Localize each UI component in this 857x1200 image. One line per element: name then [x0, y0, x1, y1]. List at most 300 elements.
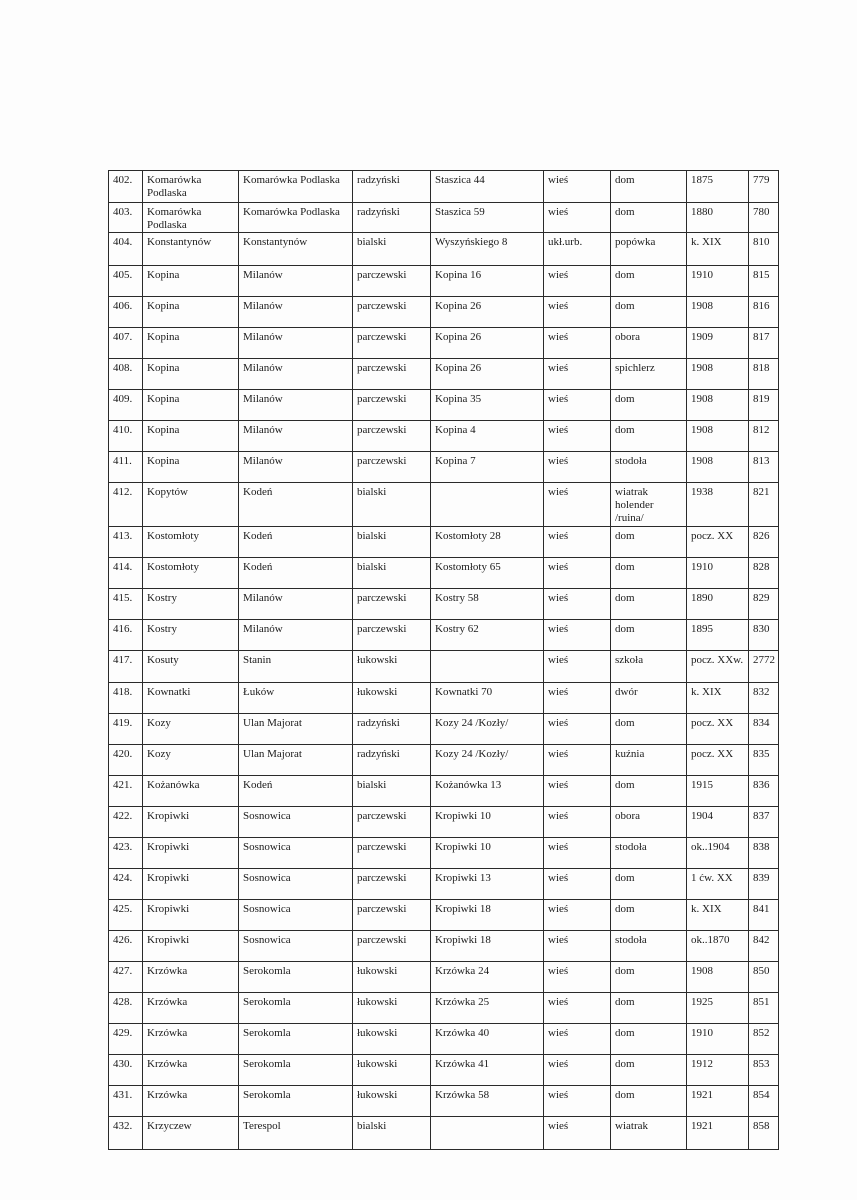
- cell-county: łukowski: [353, 993, 431, 1024]
- cell-locality: Kropiwki: [143, 900, 239, 931]
- cell-dating: 1921: [687, 1086, 749, 1117]
- cell-county: parczewski: [353, 838, 431, 869]
- cell-address: Kożanówka 13: [431, 776, 544, 807]
- cell-settlement-type: wieś: [544, 266, 611, 297]
- cell-county: bialski: [353, 776, 431, 807]
- cell-dating: ok..1870: [687, 931, 749, 962]
- cell-address: Staszica 59: [431, 203, 544, 233]
- cell-commune: Milanów: [239, 589, 353, 620]
- cell-address: Krzówka 40: [431, 1024, 544, 1055]
- cell-dating: 1908: [687, 359, 749, 390]
- cell-locality: Kopina: [143, 452, 239, 483]
- cell-register-number: 837: [749, 807, 779, 838]
- table-row: [109, 171, 779, 203]
- cell-dating: 1908: [687, 962, 749, 993]
- cell-object-type: dom: [611, 558, 687, 589]
- cell-object-type: dwór: [611, 683, 687, 714]
- cell-entry-number: 422.: [109, 807, 143, 838]
- cell-object-type: obora: [611, 807, 687, 838]
- cell-address: [431, 483, 544, 527]
- cell-address: Krzówka 58: [431, 1086, 544, 1117]
- cell-locality: Kostry: [143, 589, 239, 620]
- cell-settlement-type: wieś: [544, 1117, 611, 1150]
- cell-register-number: 850: [749, 962, 779, 993]
- cell-county: parczewski: [353, 297, 431, 328]
- cell-address: Kropiwki 18: [431, 900, 544, 931]
- cell-register-number: 841: [749, 900, 779, 931]
- cell-settlement-type: wieś: [544, 993, 611, 1024]
- cell-commune: Ulan Majorat: [239, 745, 353, 776]
- cell-locality: Kosuty: [143, 651, 239, 683]
- cell-county: łukowski: [353, 651, 431, 683]
- cell-register-number: 817: [749, 328, 779, 359]
- table-row: [109, 776, 779, 807]
- cell-address: Kropiwki 18: [431, 931, 544, 962]
- cell-commune: Kodeń: [239, 776, 353, 807]
- cell-commune: Komarówka Podlaska: [239, 171, 353, 203]
- cell-object-type: dom: [611, 266, 687, 297]
- cell-dating: 1921: [687, 1117, 749, 1150]
- cell-register-number: 842: [749, 931, 779, 962]
- cell-commune: Milanów: [239, 620, 353, 651]
- cell-county: bialski: [353, 1117, 431, 1150]
- cell-locality: Komarówka Podlaska: [143, 171, 239, 203]
- cell-address: Kopina 16: [431, 266, 544, 297]
- cell-object-type: stodoła: [611, 931, 687, 962]
- cell-dating: 1890: [687, 589, 749, 620]
- cell-county: parczewski: [353, 620, 431, 651]
- cell-address: Kopina 4: [431, 421, 544, 452]
- cell-address: Krzówka 24: [431, 962, 544, 993]
- cell-county: bialski: [353, 233, 431, 266]
- cell-commune: Milanów: [239, 328, 353, 359]
- cell-register-number: 852: [749, 1024, 779, 1055]
- cell-locality: Kopina: [143, 328, 239, 359]
- cell-register-number: 819: [749, 390, 779, 421]
- cell-locality: Krzówka: [143, 1086, 239, 1117]
- cell-object-type: dom: [611, 1055, 687, 1086]
- cell-address: Kopina 7: [431, 452, 544, 483]
- cell-object-type: dom: [611, 900, 687, 931]
- cell-object-type: dom: [611, 714, 687, 745]
- cell-county: parczewski: [353, 328, 431, 359]
- cell-object-type: popówka: [611, 233, 687, 266]
- cell-locality: Kostomłoty: [143, 558, 239, 589]
- cell-object-type: dom: [611, 589, 687, 620]
- cell-register-number: 812: [749, 421, 779, 452]
- cell-dating: 1908: [687, 421, 749, 452]
- table-row: [109, 266, 779, 297]
- cell-address: Kozy 24 /Kozły/: [431, 714, 544, 745]
- cell-commune: Sosnowica: [239, 900, 353, 931]
- cell-commune: Kodeń: [239, 558, 353, 589]
- table-row: [109, 993, 779, 1024]
- cell-register-number: 779: [749, 171, 779, 203]
- cell-settlement-type: wieś: [544, 390, 611, 421]
- cell-dating: pocz. XX: [687, 714, 749, 745]
- cell-locality: Kopina: [143, 297, 239, 328]
- cell-county: parczewski: [353, 931, 431, 962]
- cell-locality: Kopina: [143, 266, 239, 297]
- cell-register-number: 830: [749, 620, 779, 651]
- cell-register-number: 838: [749, 838, 779, 869]
- cell-county: parczewski: [353, 266, 431, 297]
- cell-commune: Ulan Majorat: [239, 714, 353, 745]
- cell-entry-number: 419.: [109, 714, 143, 745]
- cell-address: [431, 1117, 544, 1150]
- table-row: [109, 683, 779, 714]
- cell-entry-number: 416.: [109, 620, 143, 651]
- cell-settlement-type: wieś: [544, 900, 611, 931]
- table-row: [109, 483, 779, 527]
- cell-register-number: 810: [749, 233, 779, 266]
- cell-dating: 1910: [687, 266, 749, 297]
- cell-settlement-type: wieś: [544, 869, 611, 900]
- cell-settlement-type: wieś: [544, 745, 611, 776]
- cell-register-number: 858: [749, 1117, 779, 1150]
- cell-settlement-type: wieś: [544, 203, 611, 233]
- cell-commune: Konstantynów: [239, 233, 353, 266]
- table-row: [109, 807, 779, 838]
- table-row: [109, 203, 779, 233]
- cell-object-type: wiatrak: [611, 1117, 687, 1150]
- cell-entry-number: 412.: [109, 483, 143, 527]
- cell-settlement-type: wieś: [544, 297, 611, 328]
- table-row: [109, 931, 779, 962]
- cell-commune: Milanów: [239, 421, 353, 452]
- cell-object-type: wiatrak holender /ruina/: [611, 483, 687, 527]
- cell-commune: Komarówka Podlaska: [239, 203, 353, 233]
- cell-entry-number: 429.: [109, 1024, 143, 1055]
- cell-object-type: dom: [611, 869, 687, 900]
- cell-settlement-type: wieś: [544, 807, 611, 838]
- cell-dating: 1908: [687, 390, 749, 421]
- cell-locality: Komarówka Podlaska: [143, 203, 239, 233]
- cell-register-number: 853: [749, 1055, 779, 1086]
- cell-register-number: 854: [749, 1086, 779, 1117]
- cell-settlement-type: wieś: [544, 931, 611, 962]
- cell-entry-number: 413.: [109, 527, 143, 558]
- table-row: [109, 359, 779, 390]
- cell-county: łukowski: [353, 1024, 431, 1055]
- cell-entry-number: 426.: [109, 931, 143, 962]
- cell-register-number: 821: [749, 483, 779, 527]
- cell-commune: Terespol: [239, 1117, 353, 1150]
- table-row: [109, 1086, 779, 1117]
- cell-commune: Milanów: [239, 359, 353, 390]
- cell-locality: Kozy: [143, 714, 239, 745]
- cell-county: radzyński: [353, 203, 431, 233]
- table-row: [109, 233, 779, 266]
- cell-object-type: dom: [611, 993, 687, 1024]
- cell-locality: Kopina: [143, 359, 239, 390]
- table-row: [109, 745, 779, 776]
- cell-object-type: stodoła: [611, 838, 687, 869]
- cell-dating: ok..1904: [687, 838, 749, 869]
- cell-register-number: 828: [749, 558, 779, 589]
- cell-entry-number: 415.: [109, 589, 143, 620]
- cell-address: Kownatki 70: [431, 683, 544, 714]
- cell-object-type: obora: [611, 328, 687, 359]
- cell-dating: 1915: [687, 776, 749, 807]
- cell-address: Kopina 26: [431, 297, 544, 328]
- table-row: [109, 651, 779, 683]
- table-row: [109, 838, 779, 869]
- cell-dating: 1 ćw. XX: [687, 869, 749, 900]
- cell-register-number: 832: [749, 683, 779, 714]
- cell-entry-number: 410.: [109, 421, 143, 452]
- cell-entry-number: 430.: [109, 1055, 143, 1086]
- cell-entry-number: 411.: [109, 452, 143, 483]
- cell-entry-number: 408.: [109, 359, 143, 390]
- cell-commune: Stanin: [239, 651, 353, 683]
- cell-settlement-type: wieś: [544, 776, 611, 807]
- cell-locality: Kożanówka: [143, 776, 239, 807]
- cell-address: Wyszyńskiego 8: [431, 233, 544, 266]
- cell-register-number: 780: [749, 203, 779, 233]
- cell-locality: Krzówka: [143, 993, 239, 1024]
- cell-register-number: 839: [749, 869, 779, 900]
- cell-object-type: spichlerz: [611, 359, 687, 390]
- cell-entry-number: 407.: [109, 328, 143, 359]
- cell-address: Staszica 44: [431, 171, 544, 203]
- cell-locality: Kopina: [143, 390, 239, 421]
- cell-entry-number: 431.: [109, 1086, 143, 1117]
- cell-object-type: dom: [611, 962, 687, 993]
- cell-dating: 1910: [687, 1024, 749, 1055]
- table-row: [109, 421, 779, 452]
- cell-address: Kostomłoty 65: [431, 558, 544, 589]
- cell-register-number: 836: [749, 776, 779, 807]
- cell-locality: Krzyczew: [143, 1117, 239, 1150]
- cell-settlement-type: wieś: [544, 962, 611, 993]
- cell-commune: Sosnowica: [239, 807, 353, 838]
- cell-county: radzyński: [353, 171, 431, 203]
- cell-settlement-type: wieś: [544, 1055, 611, 1086]
- cell-dating: 1909: [687, 328, 749, 359]
- cell-commune: Sosnowica: [239, 869, 353, 900]
- cell-dating: k. XIX: [687, 900, 749, 931]
- cell-address: Krzówka 25: [431, 993, 544, 1024]
- cell-settlement-type: wieś: [544, 421, 611, 452]
- cell-locality: Kropiwki: [143, 838, 239, 869]
- cell-locality: Kopytów: [143, 483, 239, 527]
- cell-settlement-type: wieś: [544, 171, 611, 203]
- cell-address: Kropiwki 10: [431, 838, 544, 869]
- cell-object-type: dom: [611, 1086, 687, 1117]
- cell-entry-number: 405.: [109, 266, 143, 297]
- cell-address: Kopina 35: [431, 390, 544, 421]
- cell-county: parczewski: [353, 589, 431, 620]
- cell-dating: 1904: [687, 807, 749, 838]
- table-row: [109, 558, 779, 589]
- cell-dating: 1925: [687, 993, 749, 1024]
- cell-register-number: 826: [749, 527, 779, 558]
- cell-entry-number: 427.: [109, 962, 143, 993]
- cell-locality: Kostomłoty: [143, 527, 239, 558]
- table-row: [109, 900, 779, 931]
- table-row: [109, 962, 779, 993]
- cell-object-type: dom: [611, 390, 687, 421]
- cell-entry-number: 409.: [109, 390, 143, 421]
- table-row: [109, 1055, 779, 1086]
- cell-locality: Kropiwki: [143, 807, 239, 838]
- cell-county: parczewski: [353, 900, 431, 931]
- cell-dating: 1938: [687, 483, 749, 527]
- cell-dating: pocz. XX: [687, 745, 749, 776]
- cell-address: Kostomłoty 28: [431, 527, 544, 558]
- cell-settlement-type: wieś: [544, 483, 611, 527]
- cell-register-number: 813: [749, 452, 779, 483]
- cell-commune: Serokomla: [239, 993, 353, 1024]
- cell-commune: Kodeń: [239, 483, 353, 527]
- cell-settlement-type: wieś: [544, 651, 611, 683]
- cell-county: łukowski: [353, 1055, 431, 1086]
- cell-settlement-type: wieś: [544, 838, 611, 869]
- cell-county: parczewski: [353, 452, 431, 483]
- cell-county: bialski: [353, 483, 431, 527]
- cell-settlement-type: wieś: [544, 589, 611, 620]
- cell-commune: Kodeń: [239, 527, 353, 558]
- cell-settlement-type: wieś: [544, 620, 611, 651]
- cell-locality: Kropiwki: [143, 931, 239, 962]
- cell-county: bialski: [353, 558, 431, 589]
- cell-commune: Serokomla: [239, 1086, 353, 1117]
- cell-object-type: dom: [611, 776, 687, 807]
- cell-object-type: dom: [611, 421, 687, 452]
- cell-dating: 1908: [687, 452, 749, 483]
- monument-register-table: [108, 170, 779, 1150]
- cell-entry-number: 424.: [109, 869, 143, 900]
- cell-commune: Serokomla: [239, 1024, 353, 1055]
- cell-settlement-type: wieś: [544, 359, 611, 390]
- cell-county: parczewski: [353, 807, 431, 838]
- table-row: [109, 452, 779, 483]
- cell-locality: Kownatki: [143, 683, 239, 714]
- cell-county: łukowski: [353, 683, 431, 714]
- cell-commune: Serokomla: [239, 1055, 353, 1086]
- table-row: [109, 527, 779, 558]
- cell-register-number: 2772: [749, 651, 779, 683]
- cell-dating: 1875: [687, 171, 749, 203]
- cell-county: radzyński: [353, 745, 431, 776]
- cell-settlement-type: wieś: [544, 558, 611, 589]
- table-row: [109, 869, 779, 900]
- cell-address: Kropiwki 10: [431, 807, 544, 838]
- cell-commune: Łuków: [239, 683, 353, 714]
- cell-county: łukowski: [353, 1086, 431, 1117]
- cell-address: Kostry 58: [431, 589, 544, 620]
- cell-address: Kopina 26: [431, 328, 544, 359]
- cell-address: Kopina 26: [431, 359, 544, 390]
- cell-object-type: dom: [611, 620, 687, 651]
- cell-commune: Milanów: [239, 297, 353, 328]
- cell-commune: Milanów: [239, 452, 353, 483]
- cell-locality: Kropiwki: [143, 869, 239, 900]
- cell-register-number: 835: [749, 745, 779, 776]
- cell-entry-number: 418.: [109, 683, 143, 714]
- cell-county: radzyński: [353, 714, 431, 745]
- cell-entry-number: 417.: [109, 651, 143, 683]
- cell-settlement-type: ukł.urb.: [544, 233, 611, 266]
- cell-county: parczewski: [353, 869, 431, 900]
- cell-dating: k. XIX: [687, 233, 749, 266]
- cell-address: Krzówka 41: [431, 1055, 544, 1086]
- cell-county: parczewski: [353, 421, 431, 452]
- cell-entry-number: 404.: [109, 233, 143, 266]
- cell-address: [431, 651, 544, 683]
- cell-locality: Konstantynów: [143, 233, 239, 266]
- cell-settlement-type: wieś: [544, 328, 611, 359]
- cell-dating: 1895: [687, 620, 749, 651]
- cell-object-type: szkoła: [611, 651, 687, 683]
- register-body: [109, 171, 779, 1150]
- cell-settlement-type: wieś: [544, 683, 611, 714]
- cell-dating: k. XIX: [687, 683, 749, 714]
- cell-object-type: dom: [611, 171, 687, 203]
- cell-settlement-type: wieś: [544, 1024, 611, 1055]
- cell-address: Kropiwki 13: [431, 869, 544, 900]
- cell-dating: 1880: [687, 203, 749, 233]
- cell-locality: Kostry: [143, 620, 239, 651]
- cell-object-type: dom: [611, 297, 687, 328]
- cell-settlement-type: wieś: [544, 527, 611, 558]
- cell-locality: Krzówka: [143, 1024, 239, 1055]
- table-row: [109, 1024, 779, 1055]
- cell-entry-number: 402.: [109, 171, 143, 203]
- cell-county: parczewski: [353, 359, 431, 390]
- cell-dating: pocz. XXw.: [687, 651, 749, 683]
- cell-entry-number: 420.: [109, 745, 143, 776]
- cell-commune: Serokomla: [239, 962, 353, 993]
- cell-county: parczewski: [353, 390, 431, 421]
- cell-locality: Kopina: [143, 421, 239, 452]
- table-row: [109, 297, 779, 328]
- cell-entry-number: 403.: [109, 203, 143, 233]
- cell-locality: Krzówka: [143, 962, 239, 993]
- cell-object-type: dom: [611, 527, 687, 558]
- cell-object-type: dom: [611, 1024, 687, 1055]
- cell-register-number: 816: [749, 297, 779, 328]
- cell-dating: 1910: [687, 558, 749, 589]
- cell-object-type: dom: [611, 203, 687, 233]
- cell-entry-number: 421.: [109, 776, 143, 807]
- cell-commune: Milanów: [239, 390, 353, 421]
- cell-settlement-type: wieś: [544, 452, 611, 483]
- table-row: [109, 714, 779, 745]
- table-row: [109, 328, 779, 359]
- cell-dating: 1912: [687, 1055, 749, 1086]
- cell-locality: Krzówka: [143, 1055, 239, 1086]
- cell-entry-number: 406.: [109, 297, 143, 328]
- cell-entry-number: 425.: [109, 900, 143, 931]
- cell-locality: Kozy: [143, 745, 239, 776]
- cell-commune: Sosnowica: [239, 838, 353, 869]
- table-row: [109, 589, 779, 620]
- cell-settlement-type: wieś: [544, 1086, 611, 1117]
- cell-entry-number: 432.: [109, 1117, 143, 1150]
- cell-settlement-type: wieś: [544, 714, 611, 745]
- table-row: [109, 620, 779, 651]
- cell-entry-number: 428.: [109, 993, 143, 1024]
- cell-object-type: kuźnia: [611, 745, 687, 776]
- table-row: [109, 1117, 779, 1150]
- cell-address: Kostry 62: [431, 620, 544, 651]
- cell-register-number: 815: [749, 266, 779, 297]
- cell-county: łukowski: [353, 962, 431, 993]
- cell-dating: 1908: [687, 297, 749, 328]
- cell-object-type: stodoła: [611, 452, 687, 483]
